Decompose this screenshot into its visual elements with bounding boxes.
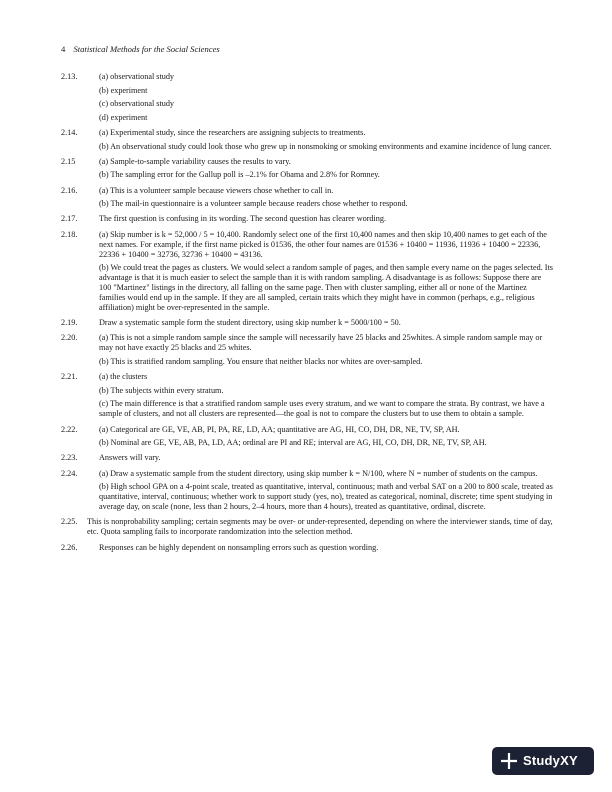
answer-number: 2.25. [61,517,78,527]
answer-paragraph: (c) observational study [99,99,175,109]
answer-body [99,469,555,513]
book-title: Statistical Methods for the Social Sciences [73,44,220,54]
answer-body [99,128,555,152]
answer-paragraph: Draw a systematic sample form the student directory, using skip number k = 5000/100 = 50. [99,318,401,328]
answer-paragraph: (b) experiment [99,85,148,95]
answer-paragraph: (d) experiment [99,112,148,122]
answer-paragraph: Responses can be highly dependent on nonsampling errors such as question wording. [99,542,379,552]
answer-paragraph: (a) the clusters [99,372,148,382]
answer-paragraph: (b) We could treat the pages as clusters. We would select a random sample of pages, and then sample every name on the pages selected. Its advantage is that it is much easier to select the sample than it is with random sampling. A disadvantage is as follows: Suppose there are 100 "Martinez" listings in the directory, all falling on the same page. Then with cluster sampling, either all or none of the Martinez families would end up in the sample. If they are all sampled, certain traits which they might have in common (perhaps, e.g., religious affiliation) might be over-represented in the sample. [99,263,553,313]
answer-number: 2.19. [61,318,78,328]
answer-body [99,186,555,210]
answer-paragraph: (b) High school GPA on a 4-point scale, treated as quantitative, interval, continuous; math and verbal SAT on a 200 to 800 scale, treated as quantitative, interval, continuous; whether work to support study (yes, no), treated as categorical, nominal, discrete; time spent studying in average day, on scale (none, less than 2 hours, 2–4 hours, more than 4 hours), treated as quantitative, ordinal, discrete. [99,482,553,512]
answer-body [99,157,555,181]
answer-entry [61,230,555,314]
answer-paragraph: (b) The sampling error for the Gallup poll is –2.1% for Obama and 2.8% for Romney. [99,170,380,180]
answer-paragraph: (a) observational study [99,72,175,81]
answer-paragraph: (a) Skip number is k = 52,000 / 5 = 10,400. Randomly select one of the first 10,400 names and then skip 10,400 names to get each of the next names. For example, if the first name picked is 01536, the other four names are 01536 + 10400 = 11936, 11936 + 10400 = 22336, 22336 + 10400 = 32736, 32736 + 10400 = 43136. [99,229,547,259]
answer-number: 2.14. [61,127,78,137]
answer-entry [61,72,555,123]
answer-paragraph: (b) The subjects within every stratum. [99,385,224,395]
answer-entry [61,318,555,328]
answer-number: 2.24. [61,468,78,478]
answer-number: 2.13. [61,72,78,81]
answer-body [99,214,555,224]
answer-paragraph: (c) The main difference is that a stratified random sample uses every stratum, and we want to compare the strata. By contrast, we have a sample of clusters, and not all clusters are represented—the goal is not to compare the clusters but to use them to obtain a sample. [99,399,545,419]
studyxy-logo [492,747,594,775]
answer-paragraph: (a) Sample-to-sample variability causes the results to vary. [99,156,291,166]
answer-paragraph: (a) Categorical are GE, VE, AB, PI, PA, RE, LD, AA; quantitative are AG, HI, CO, DH, DR, NE, TV, SP, AH. [99,424,460,434]
answer-number: 2.22. [61,424,78,434]
answer-body [99,453,555,463]
answer-entry [61,372,555,419]
answer-paragraph: (b) This is stratified random sampling. You ensure that neither blacks nor whites are over-sampled. [99,357,423,367]
answer-number: 2.16. [61,185,78,195]
logo-wordmark: StudyXY [523,753,578,769]
answer-number: 2.26. [61,542,78,552]
answer-number: 2.18. [61,229,78,239]
answer-entry [61,517,555,537]
answer-paragraph: (b) An observational study could look those who grew up in nonsmoking or smoking environments and examine incidence of lung cancer. [99,141,552,151]
answer-paragraph: (a) Experimental study, since the researchers are assigning subjects to treatments. [99,127,366,137]
answer-entry [61,333,555,367]
answer-paragraph: The first question is confusing in its wording. The second question has clearer wording. [99,214,387,224]
answer-entry [61,453,555,463]
answer-entry [61,214,555,224]
page-number: 4 [61,44,66,54]
answer-paragraph: (a) This is not a simple random sample since the sample will necessarily have 25 blacks and 25whites. A simple random sample may or may not have exactly 25 blacks and 25 whites. [99,333,543,353]
answer-paragraph: (b) The mail-in questionnaire is a volunteer sample because readers chose whether to respond. [99,199,408,209]
answer-number: 2.17. [61,214,78,224]
answer-list [61,72,555,558]
answer-body [99,372,555,419]
answer-body [99,425,555,449]
answer-number: 2.20. [61,333,78,343]
answer-entry [61,469,555,513]
answer-number: 2.21. [61,372,78,382]
answer-entry [61,157,555,181]
running-header [61,44,220,54]
answer-body [99,333,555,367]
answer-paragraph: (a) This is a volunteer sample because viewers chose whether to call in. [99,185,334,195]
answer-paragraph: (b) Nominal are GE, VE, AB, PA, LD, AA; ordinal are PI and RE; interval are AG, HI, CO, DH, DR, NE, TV, SP, AH. [99,438,487,448]
answer-body [99,318,555,328]
answer-entry [61,425,555,449]
answer-entry [61,128,555,152]
answer-body [99,72,555,123]
answer-body [87,517,553,536]
answer-body [99,230,555,314]
answer-paragraph: (a) Draw a systematic sample from the student directory, using skip number k = N/100, where N = number of students on the campus. [99,468,538,478]
answer-number: 2.15 [61,156,76,166]
answer-entry [61,186,555,210]
answer-body [99,543,555,553]
plus-sparkle-icon [501,753,517,769]
answer-paragraph: This is nonprobability sampling; certain segments may be over- or under-represented, depending on where the interviewer stands, time of day, etc. Quota sampling fails to incorporate randomization into the selection method. [87,517,553,537]
answer-paragraph: Answers will vary. [99,453,161,463]
answer-number: 2.23. [61,453,78,463]
answer-entry [61,543,555,553]
